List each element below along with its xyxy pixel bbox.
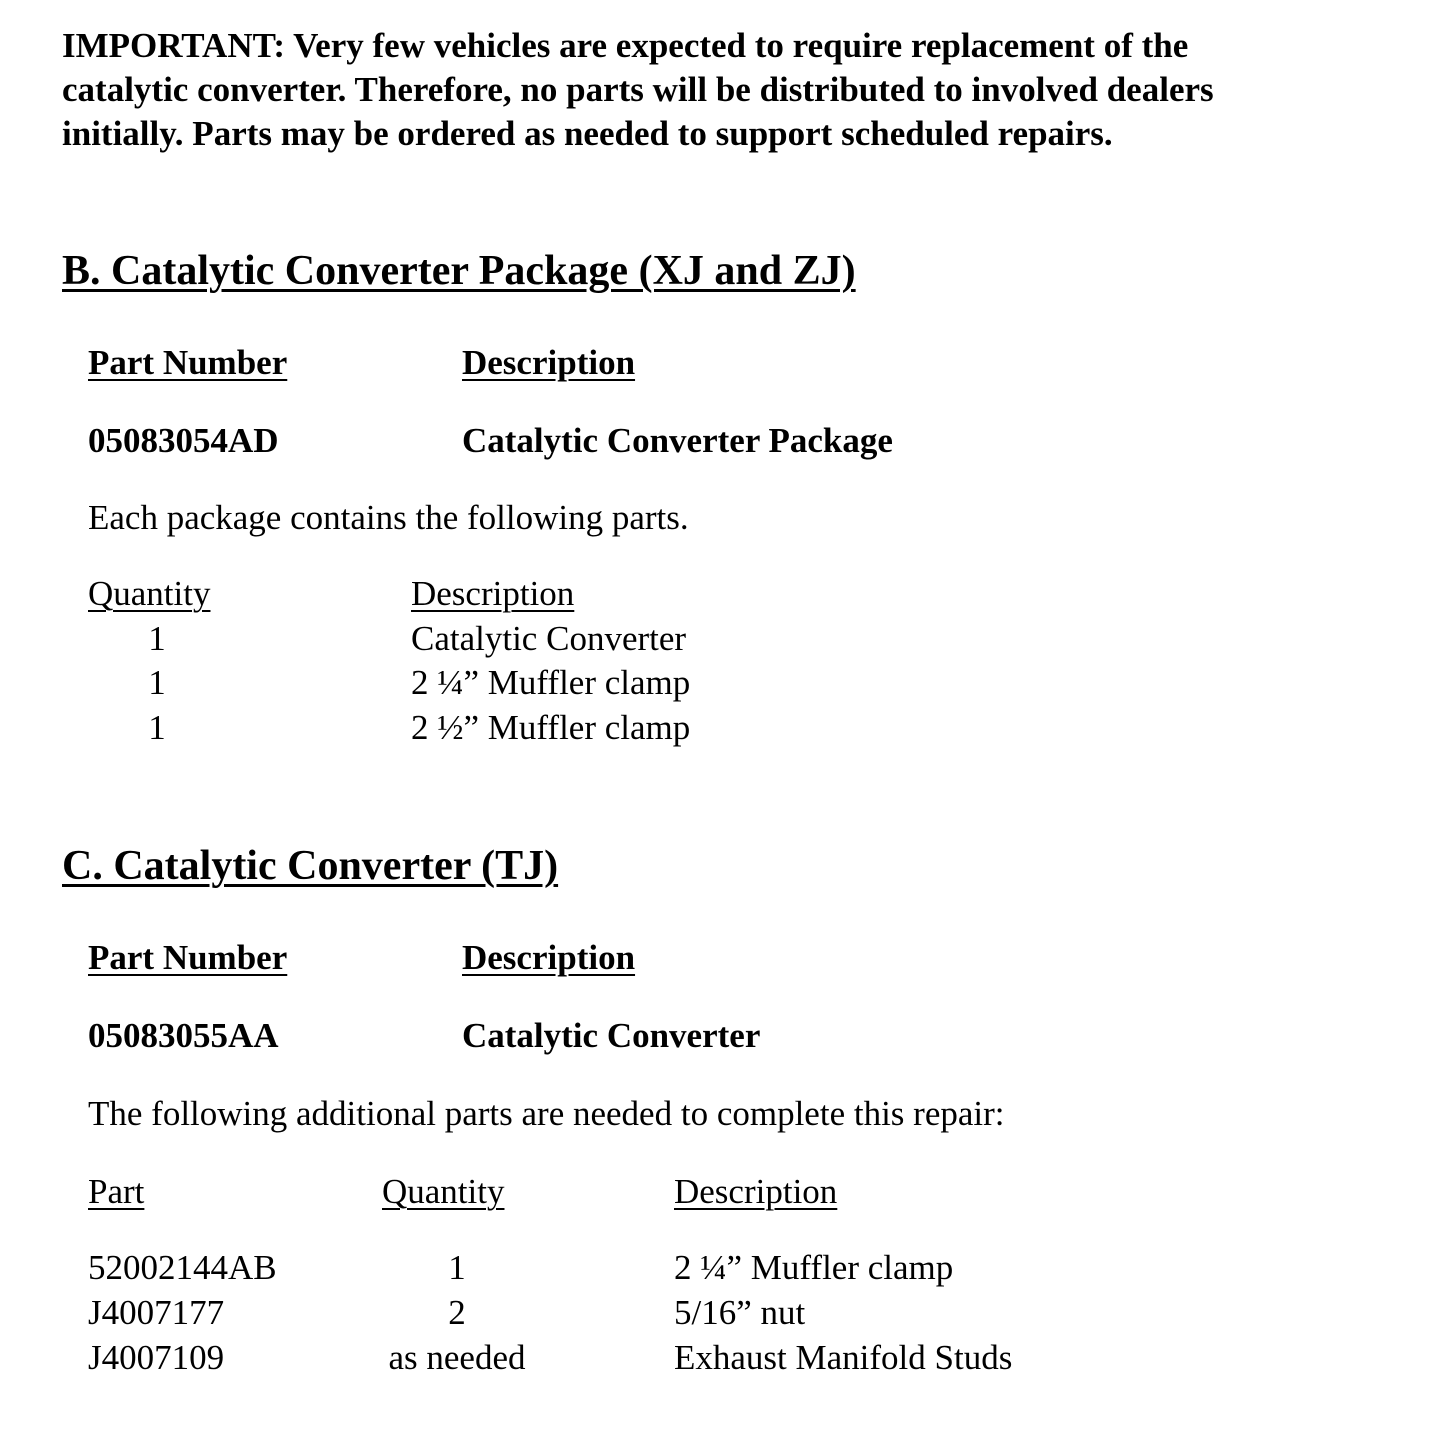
table-row-quantity: 1 xyxy=(148,663,166,702)
table-row-description: 5/16” nut xyxy=(674,1293,806,1332)
table-row-quantity: 1 xyxy=(448,1248,466,1287)
section-b-quantity-header: Quantity xyxy=(88,574,211,613)
table-row-description: Exhaust Manifold Studs xyxy=(674,1338,1013,1377)
section-b-part-description: Catalytic Converter Package xyxy=(462,421,893,460)
section-c-part-number: 05083055AA xyxy=(88,1016,279,1055)
section-b-contents-description-header: Description xyxy=(411,574,575,613)
important-line-1: IMPORTANT: Very few vehicles are expected to require replacement of the xyxy=(62,26,1189,65)
important-line-3: initially. Parts may be ordered as needed to support scheduled repairs. xyxy=(62,114,1113,153)
section-b-part-number: 05083054AD xyxy=(88,421,279,460)
table-row-quantity: 1 xyxy=(148,708,166,747)
section-c-title: C. Catalytic Converter (TJ) xyxy=(62,843,559,889)
section-c-part-number-header: Part Number xyxy=(88,938,288,977)
section-c-part-description: Catalytic Converter xyxy=(462,1016,761,1055)
section-b-title: B. Catalytic Converter Package (XJ and ZJ) xyxy=(62,248,856,294)
section-c-description-header: Description xyxy=(462,938,636,977)
table-row-part: J4007109 xyxy=(88,1338,225,1377)
table-row-description: 2 ¼” Muffler clamp xyxy=(674,1248,954,1287)
section-c-additional-description-header: Description xyxy=(674,1172,838,1211)
table-row-quantity: as needed xyxy=(388,1338,526,1377)
section-c-additional-note: The following additional parts are needed to complete this repair: xyxy=(88,1094,1005,1133)
important-line-2: catalytic converter. Therefore, no parts will be distributed to involved dealers xyxy=(62,70,1214,109)
table-row-quantity: 1 xyxy=(148,619,166,658)
section-c-part-header: Part xyxy=(88,1172,145,1211)
table-row-description: 2 ¼” Muffler clamp xyxy=(411,663,691,702)
section-b-contents-note: Each package contains the following parts. xyxy=(88,498,689,537)
section-c-quantity-header: Quantity xyxy=(382,1172,505,1211)
important-notice xyxy=(62,24,1382,156)
table-row-part: 52002144AB xyxy=(88,1248,277,1287)
table-row-description: Catalytic Converter xyxy=(411,619,687,658)
table-row-part: J4007177 xyxy=(88,1293,225,1332)
table-row-quantity: 2 xyxy=(448,1293,466,1332)
table-row-description: 2 ½” Muffler clamp xyxy=(411,708,691,747)
section-b-description-header: Description xyxy=(462,343,636,382)
section-b-part-number-header: Part Number xyxy=(88,343,288,382)
